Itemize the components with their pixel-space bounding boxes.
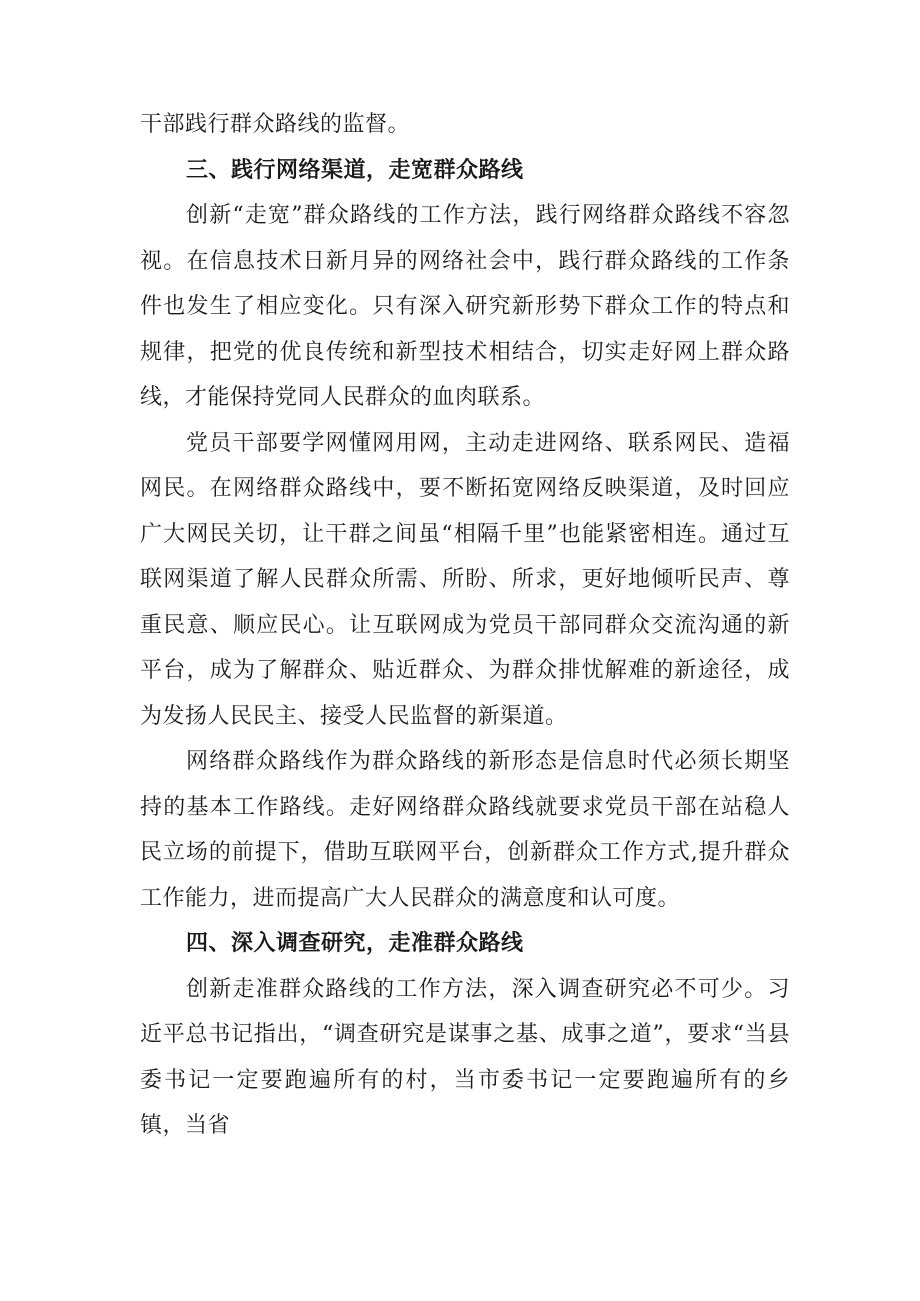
section-3-paragraph-3: 网络群众路线作为群众路线的新形态是信息时代必须长期坚持的基本工作路线。走好网络群众路线就要求党员干部在站稳人民立场的前提下，借助互联网平台，创新群众工作方式,提升群众工作能力，进而提高广大人民群众的满意度和认可度。 xyxy=(140,749,790,911)
section-4-paragraph-1: 创新走准群众路线的工作方法，深入调查研究必不可少。习近平总书记指出，“调查研究是谋事之基、成事之道”，要求“当县委书记一定要跑遍所有的村，当市委书记一定要跑遍所有的乡镇，当省 xyxy=(140,976,790,1138)
document-page xyxy=(140,102,790,1149)
section-3-heading: 三、践行网络渠道，走宽群众路线 xyxy=(186,157,524,183)
section-3-paragraph-1: 创新“走宽”群众路线的工作方法，践行网络群众路线不容忽视。在信息技术日新月异的网络社会中，践行群众路线的工作条件也发生了相应变化。只有深入研究新形势下群众工作的特点和规律，把党的优良传统和新型技术相结合，切实走好网上群众路线，才能保持党同人民群众的血肉联系。 xyxy=(140,203,790,410)
continuation-paragraph: 干部践行群众路线的监督。 xyxy=(140,112,411,137)
section-3-paragraph-2: 党员干部要学网懂网用网，主动走进网络、联系网民、造福网民。在网络群众路线中，要不断拓宽网络反映渠道，及时回应广大网民关切，让干群之间虽“相隔千里”也能紧密相连。通过互联网渠道了解人民群众所需、所盼、所求，更好地倾听民声、尊重民意、顺应民心。让互联网成为党员干部同群众交流沟通的新平台，成为了解群众、贴近群众、为群众排忧解难的新途径，成为发扬人民民主、接受人民监督的新渠道。 xyxy=(140,430,790,729)
section-4-heading: 四、深入调查研究，走准群众路线 xyxy=(186,931,524,956)
